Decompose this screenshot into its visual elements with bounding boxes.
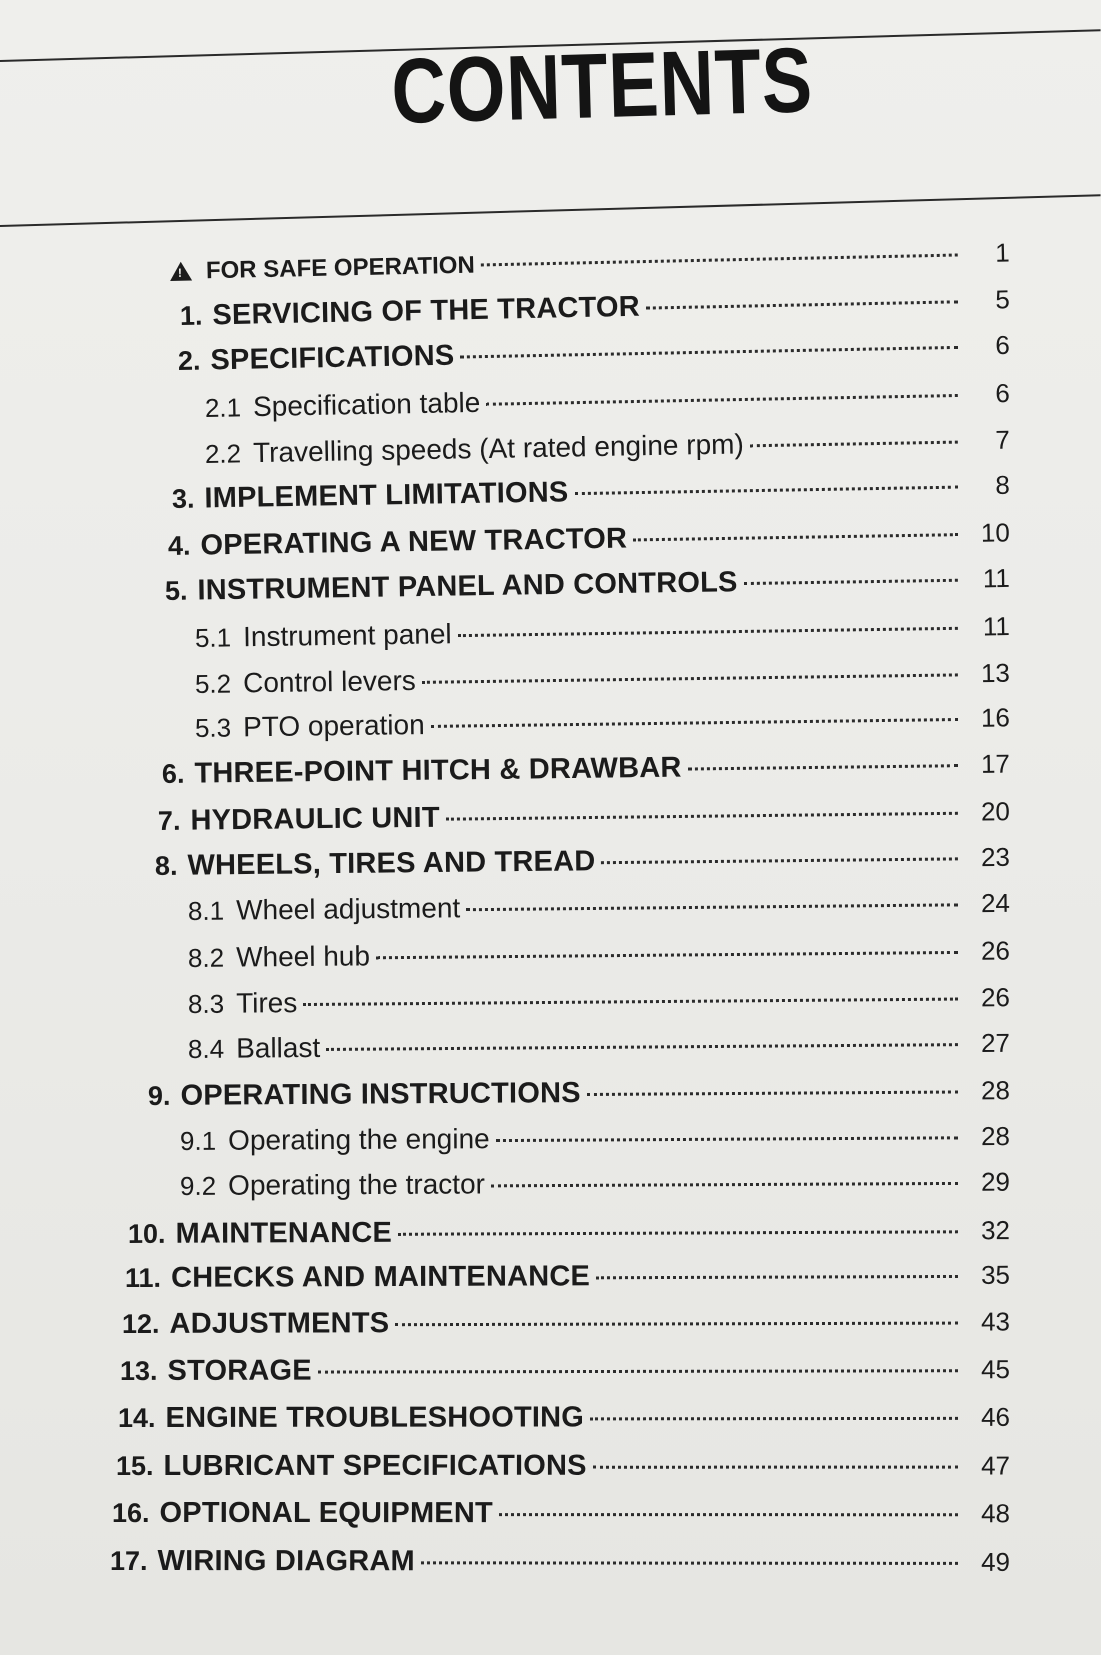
toc-entry-label: Operating the engine (228, 1123, 490, 1156)
toc-entry (165, 562, 1011, 615)
dot-leader (633, 532, 958, 541)
toc-entry-number: 14. (117, 1402, 156, 1433)
toc-entry-page-number: 26 (980, 982, 1011, 1013)
toc-entry (195, 657, 1010, 708)
dot-leader (744, 578, 958, 585)
toc-entry-page-number: 8 (995, 469, 1011, 500)
toc-entry-number: 1. (179, 300, 203, 331)
toc-entry-number: 5. (164, 575, 188, 606)
toc-entry-number: 9.2 (179, 1170, 217, 1201)
toc-entry-number: 6. (161, 758, 185, 789)
dot-leader (496, 1135, 958, 1142)
toc-entry-label: CHECKS AND MAINTENANCE (170, 1260, 591, 1294)
toc-entry-page-number: 11 (982, 562, 1011, 594)
toc-entry-label: ENGINE TROUBLESHOOTING (165, 1401, 585, 1434)
toc-entry-page-number: 23 (980, 841, 1011, 873)
toc-entry-label: WHEELS, TIRES AND TREAD (187, 845, 596, 882)
toc-entry-label: INSTRUMENT PANEL AND CONTROLS (197, 566, 738, 607)
toc-entry-page-number: 11 (982, 611, 1011, 642)
dot-leader (688, 763, 958, 770)
dot-leader (486, 393, 958, 406)
toc-entry-number: 5.3 (194, 712, 232, 743)
dot-leader (421, 1560, 958, 1565)
toc-entry (180, 1166, 1010, 1210)
toc-entry-number: 12. (121, 1308, 160, 1339)
toc-entry-number: 8.4 (187, 1033, 225, 1064)
toc-entry-label: LUBRICANT SPECIFICATIONS (163, 1449, 587, 1482)
dot-leader (601, 856, 958, 864)
dot-leader (646, 299, 958, 309)
toc-entry (188, 981, 1010, 1028)
toc-entry-page-number: 7 (995, 424, 1011, 455)
dot-leader (376, 950, 958, 959)
toc-entry-label: WIRING DIAGRAM (157, 1545, 415, 1578)
toc-entry-number: 10. (127, 1218, 166, 1249)
toc-entry (155, 841, 1010, 890)
toc-entry-number: 8.2 (187, 942, 225, 973)
toc-entry-number: 4. (167, 530, 191, 561)
toc-entry (180, 1120, 1010, 1165)
dot-leader (750, 440, 958, 448)
toc-entry-number: 8.3 (187, 988, 225, 1019)
toc-entry-label: SERVICING OF THE TRACTOR (212, 290, 641, 332)
dot-leader (574, 485, 957, 496)
toc-entry-number: 11. (124, 1262, 162, 1293)
toc-entry (172, 469, 1011, 523)
toc-entry-label: Tires (235, 987, 298, 1019)
toc-entry-page-number: 47 (981, 1450, 1011, 1481)
dot-leader (460, 345, 957, 359)
toc-entry-number: 9. (147, 1080, 171, 1111)
toc-entry-page-number: 6 (995, 329, 1011, 361)
toc-entry (128, 1214, 1010, 1258)
toc-entry-number: 17. (109, 1546, 148, 1577)
toc-entry-page-number: 20 (980, 796, 1011, 827)
toc-entry-label: ADJUSTMENTS (169, 1307, 390, 1340)
toc-entry (110, 1545, 1010, 1586)
dot-leader (303, 997, 958, 1006)
toc-entry-label: Wheel hub (235, 940, 371, 973)
toc-entry-label: STORAGE (167, 1354, 312, 1387)
toc-entry-page-number: 35 (981, 1259, 1011, 1290)
toc-entry-label: OPERATING A NEW TRACTOR (200, 522, 628, 562)
toc-entry-number: 8.1 (187, 895, 225, 926)
toc-entry-label: OPERATING INSTRUCTIONS (180, 1077, 581, 1112)
toc-entry-page-number: 43 (981, 1306, 1011, 1337)
toc-entry (205, 377, 1011, 432)
toc-entry-label: THREE-POINT HITCH & DRAWBAR (194, 751, 682, 790)
toc-entry-page-number: 13 (980, 657, 1011, 689)
toc-entry (188, 1027, 1010, 1073)
toc-entry (188, 887, 1010, 935)
toc-entry-label: SPECIFICATIONS (210, 339, 455, 377)
toc-entry-label: Control levers (242, 664, 417, 699)
toc-entry-page-number: 5 (994, 284, 1011, 315)
dot-leader (422, 672, 958, 683)
dot-leader (318, 1368, 958, 1373)
toc-entry-label: Travelling speeds (At rated engine rpm) (252, 428, 745, 469)
toc-entry (120, 1353, 1010, 1395)
toc-entry-page-number: 45 (981, 1354, 1011, 1385)
toc-entry (168, 516, 1011, 570)
toc-entry-number: 2. (177, 345, 201, 376)
dot-leader (491, 1181, 958, 1187)
toc-entry-number: 15. (115, 1450, 154, 1481)
toc-entry (112, 1497, 1010, 1537)
toc-entry-page-number: 24 (980, 887, 1011, 919)
toc-entry-label: Wheel adjustment (235, 892, 461, 926)
toc-entry-page-number: 29 (980, 1166, 1011, 1197)
toc-entry-page-number: 10 (980, 517, 1011, 548)
toc-entry-page-number: 28 (980, 1121, 1011, 1152)
dot-leader (587, 1089, 958, 1096)
toc-entry-number: 2.1 (204, 392, 242, 423)
dot-leader (326, 1042, 958, 1051)
toc-entry-label: Operating the tractor (228, 1168, 486, 1201)
toc-entry-page-number: 26 (980, 935, 1011, 966)
toc-entry (188, 934, 1010, 982)
toc-entry-number: 5.1 (194, 622, 232, 653)
toc-entry-label: MAINTENANCE (175, 1216, 393, 1250)
toc-entry-number: 7. (157, 805, 181, 836)
toc-entry (195, 610, 1010, 662)
toc-entry (116, 1450, 1010, 1490)
toc-entry-page-number: 32 (980, 1215, 1011, 1246)
toc-entry (122, 1305, 1010, 1348)
warning-triangle-icon (170, 262, 192, 281)
toc-entry-number: 8. (154, 850, 178, 881)
toc-entry-page-number: 17 (980, 748, 1011, 779)
toc-entry-label: Instrument panel (242, 618, 452, 653)
toc-entry-page-number: 1 (994, 237, 1011, 268)
dot-leader (395, 1321, 958, 1327)
toc-entry-page-number: 6 (995, 378, 1011, 409)
toc-entry-page-number: 16 (980, 702, 1011, 733)
dot-leader (466, 902, 958, 911)
toc-entry-label: PTO operation (242, 708, 425, 743)
dot-leader (590, 1416, 958, 1420)
toc-entry-page-number: 49 (981, 1546, 1011, 1577)
toc-entry-number: 5.2 (194, 668, 232, 699)
toc-entry-number: 9.1 (179, 1125, 217, 1156)
dot-leader (398, 1229, 958, 1235)
dot-leader (499, 1512, 958, 1516)
toc-entry (158, 795, 1010, 845)
dot-leader (596, 1274, 958, 1279)
toc-entry (148, 1074, 1010, 1120)
toc-entry (195, 701, 1010, 752)
toc-entry-number: 2.2 (204, 438, 242, 469)
toc-entry-number: 3. (171, 483, 195, 514)
toc-entry-number: 16. (111, 1498, 150, 1529)
toc-entry (118, 1401, 1010, 1442)
toc-entry-page-number: 48 (981, 1498, 1011, 1529)
toc-entry-label: FOR SAFE OPERATION (205, 251, 476, 285)
toc-entry-page-number: 46 (981, 1401, 1011, 1432)
toc-entry (125, 1259, 1010, 1302)
dot-leader (481, 252, 958, 266)
dot-leader (458, 626, 958, 637)
toc-entry-label: OPTIONAL EQUIPMENT (159, 1497, 493, 1530)
toc-entry-label: Ballast (236, 1031, 321, 1064)
toc-entry-label: Specification table (252, 386, 481, 423)
toc-entry (162, 748, 1010, 798)
toc-entry-page-number: 27 (980, 1027, 1011, 1058)
dot-leader (431, 717, 958, 728)
toc-entry-number: 13. (119, 1355, 158, 1386)
toc-entry-page-number: 28 (980, 1075, 1011, 1106)
dot-leader (446, 811, 958, 821)
toc-entry-label: IMPLEMENT LIMITATIONS (204, 476, 569, 515)
dot-leader (593, 1465, 958, 1469)
page-title: CONTENTS (390, 29, 815, 143)
toc-entry-label: HYDRAULIC UNIT (190, 801, 440, 837)
